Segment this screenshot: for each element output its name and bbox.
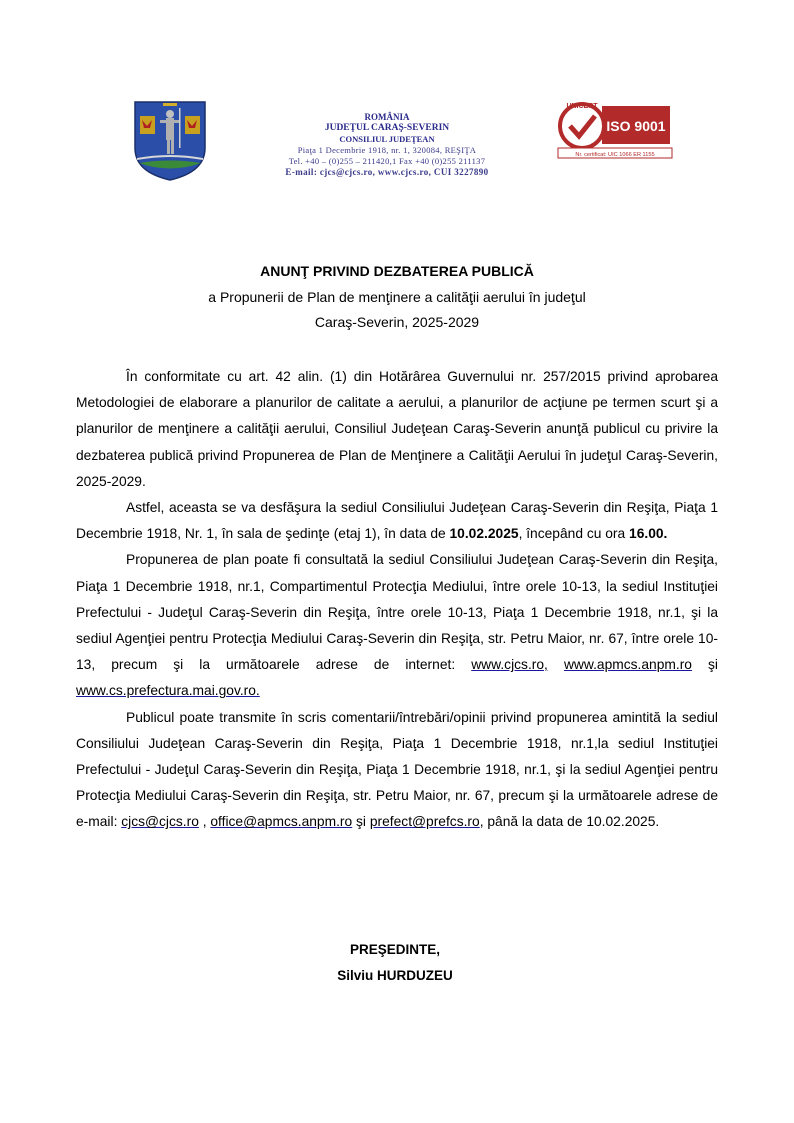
signatory-name: Silviu HURDUZEU [337, 968, 453, 983]
iso-top-text: UNICERT [566, 103, 598, 110]
link-prefectura[interactable]: www.cs.prefectura.mai.gov.ro. [76, 683, 260, 699]
announcement-subtitle-line1: a Propunerii de Plan de menţinere a calităţii aerului în judeţul [208, 289, 586, 305]
email-cjcs[interactable]: cjcs@cjcs.ro [121, 814, 199, 830]
paragraph-event-details [76, 495, 718, 547]
signatory-role: PREŞEDINTE, [349, 942, 441, 957]
link-apmcs[interactable]: www.apmcs.anpm.ro [563, 657, 692, 673]
event-details-text: Astfel, aceasta se va desfăşura la sediul Consiliului Judeţean Caraş-Severin din Reşiţa, Piaţa 1 Decembrie 1918, Nr. 1, în sala de şedinţe (etaj 1), în data de [76, 500, 718, 542]
consultation-text: Propunerea de plan poate fi consultată la sediul Consiliului Judeţean Caraş-Severin din Reşiţa, Piaţa 1 Decembrie 1918, nr.1, Compartimentul Protecţia Mediului, între orele 10-13, la sediul Instituţiei Prefectului - Judeţul Caraş-Severin din Reşiţa, între orele 10-13, Piaţa 1 Decembrie 1918, nr.1, şi la sediul Agenţiei pentru Protecţia Mediului Caraş-Severin din Reşiţa, str. Petru Maior, nr. 67, între orele 10-13, precum şi la următoarele adrese de internet: [76, 552, 718, 673]
iso-certification-logo-icon [556, 96, 674, 160]
submissions-deadline: , până la data de 10.02.2025. [479, 814, 660, 830]
coat-of-arms-icon [133, 100, 207, 182]
link-separator [548, 657, 564, 672]
paragraph-submissions [76, 705, 718, 836]
country-name: ROMÂNIA [364, 112, 410, 122]
announcement-title: ANUNŢ PRIVIND DEZBATEREA PUBLICĂ [260, 263, 534, 279]
iso-cert-number: Nr. certificat: UIC 1066 ER 1155 [575, 152, 655, 158]
submissions-text: Publicul poate transmite în scris comentarii/întrebări/opinii privind propunerea amintită la sediul Consiliului Judeţean Caraş-Severin din Reşiţa, Piaţa 1 Decembrie 1918, nr.1,la sediul Instituţiei Prefectului - Judeţul Caraş-Severin din Reşiţa, Piaţa 1 Decembrie 1918, nr.1, şi la sediul Agenţiei pentru Protecţia Mediului Caraş-Severin din Reşiţa, str. Petru Maior, nr. 67, precum şi la următoarele adrese de e-mail: [76, 709, 718, 830]
event-date: 10.02.2025 [449, 526, 519, 542]
paragraph-legal-basis: În conformitate cu art. 42 alin. (1) din Hotărârea Guvernului nr. 257/2015 privind aprobarea Metodologiei de elaborare a planurilor de calitate a aerului, a planurilor de acţiune pe termen scurt şi a planurilor de menţinere a calităţii aerului, Consiliul Judeţean Caraş-Severin anunţă publicul cu privire la dezbaterea publică privind Propunerea de Plan de Menţinere a Calităţii Aerului în judeţul Caraş-Severin, 2025-2029. [76, 369, 718, 489]
council-email-web: E-mail: cjcs@cjcs.ro, www.cjcs.ro, CUI 3227890 [285, 167, 489, 177]
iso-label: ISO 9001 [606, 118, 666, 134]
letterhead [232, 112, 542, 178]
email-separator: , [198, 814, 211, 830]
email-and: şi [352, 814, 370, 830]
paragraph-consultation [76, 547, 718, 704]
council-address: Piaţa 1 Decembrie 1918, nr. 1, 320084, REŞIŢA [297, 145, 477, 155]
announcement-subtitle-line2: Caraş-Severin, 2025-2029 [314, 314, 480, 330]
council-name: CONSILIUL JUDEŢEAN [339, 134, 435, 144]
council-phone-fax: Tel. +40 – (0)255 – 211420,1 Fax +40 (0)255 211137 [288, 156, 486, 166]
announcement-body [76, 364, 718, 836]
event-time-intro: , începând cu ora [518, 526, 630, 542]
link-and: şi [691, 657, 718, 673]
email-prefect[interactable]: prefect@prefcs.ro [369, 814, 480, 830]
email-apmcs[interactable]: office@apmcs.anpm.ro [210, 814, 353, 830]
county-name: JUDEŢUL CARAŞ-SEVERIN [324, 123, 450, 133]
link-cjcs[interactable]: www.cjcs.ro, [471, 657, 548, 673]
event-time: 16.00. [629, 526, 668, 542]
